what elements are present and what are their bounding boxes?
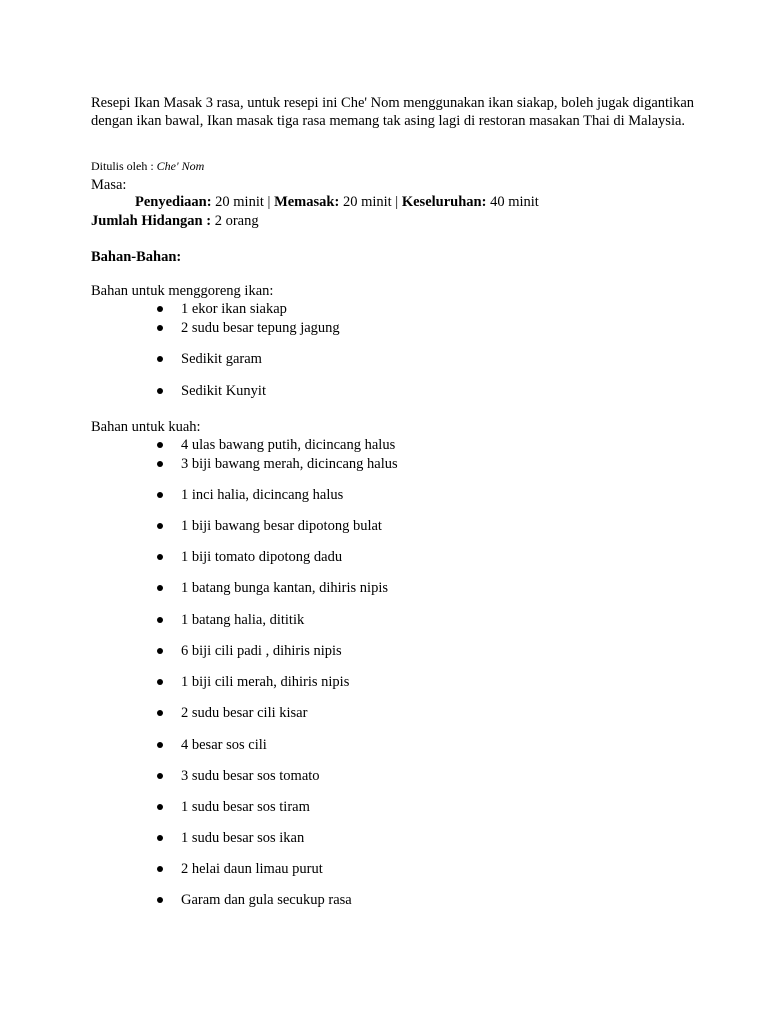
bullet-icon: [157, 742, 163, 748]
servings-value: 2 orang: [211, 213, 259, 229]
bullet-icon: [157, 835, 163, 841]
intro-paragraph: Resepi Ikan Masak 3 rasa, untuk resepi ini Che' Nom menggunakan ikan siakap, boleh jugak digantikan dengan ikan bawal, Ikan masak tiga rasa memang tak asing lagi di restoran masakan Thai di Malaysia.: [91, 95, 695, 129]
list-item: 1 inci halia, dicincang halus: [157, 486, 343, 504]
bullet-icon: [157, 585, 163, 591]
list-item: 1 biji bawang besar dipotong bulat: [157, 517, 382, 535]
bullet-icon: [157, 306, 163, 312]
list-item: 1 biji tomato dipotong dadu: [157, 548, 342, 566]
bullet-icon: [157, 648, 163, 654]
bullet-icon: [157, 710, 163, 716]
servings-label: Jumlah Hidangan :: [91, 213, 212, 229]
bullet-icon: [157, 461, 163, 467]
bullet-icon: [157, 325, 163, 331]
bullet-icon: [157, 442, 163, 448]
timing-line: [135, 193, 539, 211]
list-item: 2 helai daun limau purut: [157, 860, 323, 878]
list-item: 1 sudu besar sos ikan: [157, 829, 304, 847]
list-item: 3 sudu besar sos tomato: [157, 767, 320, 785]
ingredients-heading: Bahan-Bahan:: [91, 249, 182, 265]
list-item: Garam dan gula secukup rasa: [157, 891, 352, 909]
prep-label: Penyediaan:: [135, 194, 212, 210]
author-line: [91, 158, 204, 174]
bullet-icon: [157, 804, 163, 810]
list-item: 2 sudu besar tepung jagung: [157, 319, 340, 337]
bullet-icon: [157, 617, 163, 623]
list-item: 6 biji cili padi , dihiris nipis: [157, 642, 342, 660]
bullet-icon: [157, 897, 163, 903]
list-item: 1 ekor ikan siakap: [157, 300, 287, 318]
sauce-group-label: Bahan untuk kuah:: [91, 419, 201, 435]
list-item: Sedikit Kunyit: [157, 382, 266, 400]
prep-value: 20 minit |: [211, 194, 275, 210]
list-item: 1 batang bunga kantan, dihiris nipis: [157, 579, 388, 597]
author-label: Ditulis oleh :: [91, 159, 157, 173]
bullet-icon: [157, 866, 163, 872]
cook-value: 20 minit |: [339, 194, 402, 210]
list-item: 1 batang halia, dititik: [157, 611, 304, 629]
bullet-icon: [157, 492, 163, 498]
list-item: 1 sudu besar sos tiram: [157, 798, 310, 816]
list-item: 4 ulas bawang putih, dicincang halus: [157, 436, 395, 454]
list-item: 1 biji cili merah, dihiris nipis: [157, 673, 349, 691]
bullet-icon: [157, 388, 163, 394]
list-item: 4 besar sos cili: [157, 736, 267, 754]
list-item: 2 sudu besar cili kisar: [157, 704, 307, 722]
fry-group-label: Bahan untuk menggoreng ikan:: [91, 283, 274, 299]
author-name: Che' Nom: [156, 159, 205, 173]
cook-label: Memasak:: [274, 194, 340, 210]
servings-line: [91, 212, 259, 230]
masa-label: Masa:: [91, 177, 127, 193]
list-item: Sedikit garam: [157, 350, 262, 368]
total-value: 40 minit: [486, 194, 539, 210]
bullet-icon: [157, 773, 163, 779]
total-label: Keseluruhan:: [401, 194, 487, 210]
list-item: 3 biji bawang merah, dicincang halus: [157, 455, 398, 473]
bullet-icon: [157, 523, 163, 529]
bullet-icon: [157, 554, 163, 560]
bullet-icon: [157, 679, 163, 685]
bullet-icon: [157, 356, 163, 362]
